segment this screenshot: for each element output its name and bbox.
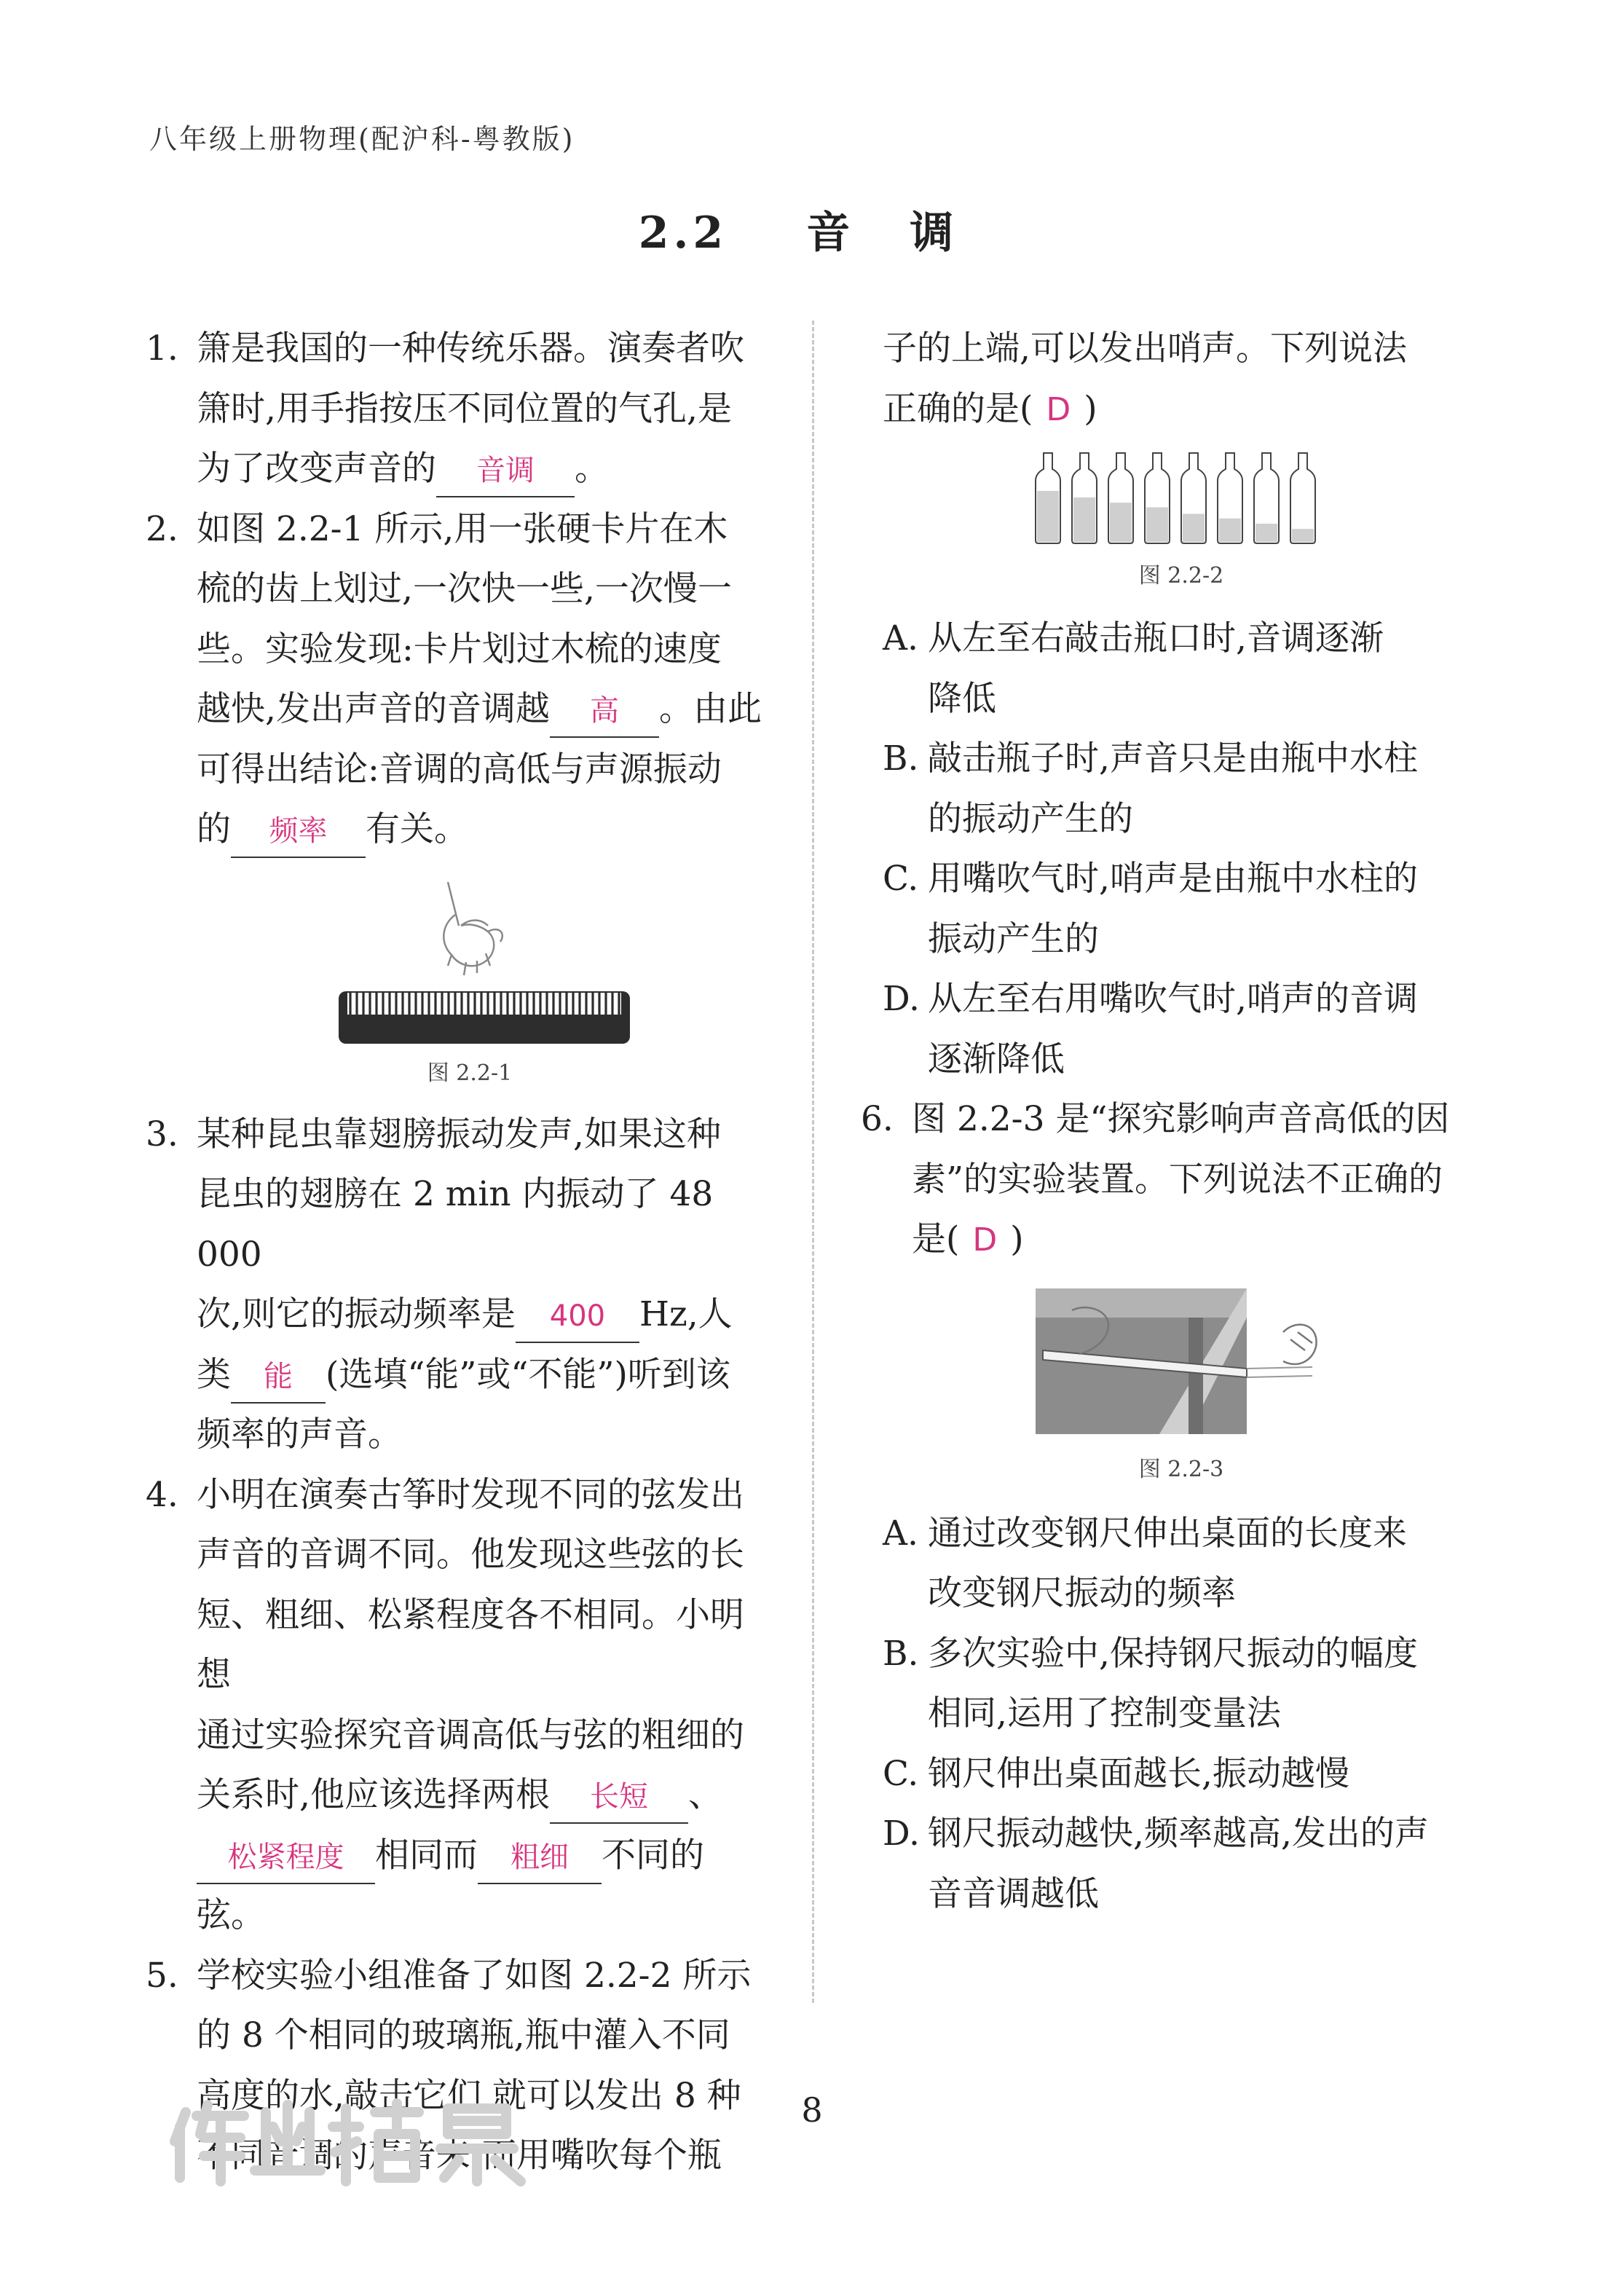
question-line [197, 1765, 772, 1826]
question-line [197, 680, 772, 740]
option-label: D. [883, 1814, 920, 1854]
option-text: 的振动产生的 [928, 798, 1133, 839]
option-label: D. [883, 979, 920, 1019]
figure-caption: 图 2.2-1 [427, 1060, 513, 1086]
text: 相同而 [375, 1835, 478, 1875]
option-text: 相同,运用了控制变量法 [928, 1693, 1281, 1733]
answer-choice[interactable]: D [972, 1221, 998, 1259]
question-line: 些。实验发现:卡片划过木梳的速度 [197, 629, 722, 669]
ruler-table-figure [1028, 1281, 1334, 1441]
option-c[interactable] [883, 1744, 1480, 1805]
question-number: 5. [146, 1955, 178, 1996]
question-line: 某种昆虫靠翅膀振动发声,如果这种 [197, 1114, 721, 1154]
text: 关系时,他应该选择两根 [197, 1775, 550, 1815]
option-text: 音音调越低 [928, 1873, 1099, 1914]
question-number: 3. [146, 1114, 178, 1154]
question-line: 声音的音调不同。他发现这些弦的长 [197, 1535, 744, 1575]
option-text: 钢尺伸出桌面越长,振动越慢 [928, 1753, 1349, 1794]
text: 越快,发出声音的音调越 [197, 689, 550, 729]
text: 。 [575, 449, 609, 489]
answer-blank[interactable]: 长短 [550, 1771, 688, 1824]
answer-blank[interactable]: 频率 [231, 806, 366, 858]
glass-bottle [1290, 453, 1315, 543]
question-line [197, 439, 772, 500]
hand-with-card-illustration [444, 882, 502, 975]
question-line: 的 8 个相同的玻璃瓶,瓶中灌入不同 [197, 2015, 730, 2055]
glass-bottle [1145, 453, 1170, 543]
option-d[interactable] [883, 1804, 1480, 1924]
option-text: 敲击瓶子时,声音只是由瓶中水柱 [928, 739, 1418, 779]
water-level [1110, 503, 1132, 542]
question-line: 不同音调的声音来;而用嘴吹每个瓶 [197, 2135, 722, 2176]
water-level [1256, 524, 1277, 542]
option-d[interactable] [883, 969, 1480, 1090]
comb-illustration [339, 991, 630, 1044]
question-line: 可得出结论:音调的高低与声源振动 [197, 749, 722, 790]
answer-blank[interactable]: 高 [550, 685, 659, 738]
text: 类 [197, 1354, 231, 1395]
option-text: 振动产生的 [928, 918, 1099, 959]
comb-figure [331, 875, 637, 1050]
text: ) [1010, 1219, 1024, 1259]
section-title-char-2: 调 [910, 208, 958, 259]
water-level [1183, 514, 1205, 543]
section-title [0, 198, 1624, 261]
left-column [146, 319, 772, 2186]
option-text: 通过改变钢尺伸出桌面的长度来 [928, 1513, 1407, 1554]
text: 。由此 [658, 689, 762, 729]
question-line: 梳的齿上划过,一次快一些,一次慢一 [197, 569, 732, 609]
question-number: 1. [146, 328, 178, 369]
option-c[interactable] [883, 849, 1480, 969]
page-number: 8 [801, 2090, 823, 2130]
text: Hz,人 [639, 1294, 733, 1334]
section-number: 2.2 [638, 208, 728, 259]
option-b[interactable] [883, 729, 1480, 849]
option-text: 用嘴吹气时,哨声是由瓶中水柱的 [928, 859, 1418, 899]
glass-bottle [1254, 453, 1279, 543]
text: 为了改变声音的 [197, 449, 436, 489]
question-line [197, 1285, 772, 1345]
option-text: 从左至右敲击瓶口时,音调逐渐 [928, 618, 1384, 658]
question-line: 箫时,用手指按压不同位置的气孔,是 [197, 388, 732, 429]
glass-bottle [1072, 453, 1097, 543]
question-2 [146, 500, 772, 1105]
glass-bottle [1218, 453, 1242, 543]
glass-bottle [1181, 453, 1206, 543]
figure-caption: 图 2.2-2 [1138, 563, 1224, 588]
question-line [197, 1345, 772, 1406]
option-text: 降低 [928, 678, 996, 719]
text: 、 [687, 1775, 722, 1815]
question-line: 高度的水,敲击它们,就可以发出 8 种 [197, 2075, 741, 2116]
option-b[interactable] [883, 1624, 1480, 1744]
bottles-figure [1028, 449, 1334, 551]
option-a[interactable] [883, 1504, 1480, 1624]
question-5-continued [883, 319, 1480, 440]
question-line: 短、粗细、松紧程度各不相同。小明想 [197, 1594, 744, 1695]
option-label: A. [883, 618, 918, 658]
figure-caption: 图 2.2-3 [1138, 1456, 1224, 1482]
text: ) [1084, 388, 1097, 429]
question-3 [146, 1105, 772, 1465]
column-divider [812, 320, 814, 2003]
question-line: 通过实验探究音调高低与弦的粗细的 [197, 1715, 744, 1755]
answer-blank[interactable]: 音调 [436, 445, 575, 497]
question-number: 2. [146, 508, 178, 549]
question-line: 箫是我国的一种传统乐器。演奏者吹 [197, 328, 744, 369]
answer-blank[interactable]: 粗细 [478, 1832, 602, 1884]
option-label: B. [883, 739, 919, 779]
text: 正确的是( [883, 388, 1033, 429]
question-line: 图 2.2-3 是“探究影响声音高低的因 [912, 1099, 1450, 1139]
question-1 [146, 319, 772, 500]
question-line [197, 800, 772, 860]
question-line: 子的上端,可以发出哨声。下列说法 [883, 328, 1407, 369]
question-line: 学校实验小组准备了如图 2.2-2 所示 [197, 1955, 752, 1996]
option-a[interactable] [883, 609, 1480, 729]
option-text: 逐渐降低 [928, 1039, 1065, 1079]
question-line: 昆虫的翅膀在 2 min 内振动了 48 000 [197, 1174, 714, 1275]
text: 是( [912, 1219, 960, 1259]
running-head: 八年级上册物理(配沪科-粤教版) [149, 123, 575, 155]
water-level [1219, 519, 1241, 542]
question-6 [861, 1090, 1480, 1271]
answer-blank[interactable]: 能 [231, 1351, 326, 1404]
question-line: 频率的声音。 [197, 1414, 402, 1454]
option-label: C. [883, 1753, 919, 1794]
section-title-char-1: 音 [806, 208, 855, 259]
question-4 [146, 1465, 772, 1946]
water-level [1292, 529, 1314, 542]
question-number: 6. [861, 1099, 894, 1139]
answer-blank[interactable]: 400 [516, 1291, 639, 1343]
question-line: 小明在演奏古筝时发现不同的弦发出 [197, 1474, 744, 1515]
question-line: 素”的实验装置。下列说法不正确的 [912, 1159, 1443, 1200]
text: 有关。 [366, 809, 468, 849]
option-text: 改变钢尺振动的频率 [928, 1573, 1236, 1613]
text: 不同的弦。 [197, 1835, 704, 1935]
question-line: 如图 2.2-1 所示,用一张硬卡片在木 [197, 508, 728, 549]
option-label: B. [883, 1633, 919, 1674]
right-column [861, 319, 1480, 1924]
question-line [197, 1826, 772, 1946]
glass-bottle [1108, 453, 1133, 543]
option-label: C. [883, 859, 919, 899]
answer-choice[interactable]: D [1046, 390, 1071, 428]
option-text: 钢尺振动越快,频率越高,发出的声 [928, 1814, 1429, 1854]
option-text: 多次实验中,保持钢尺振动的幅度 [928, 1633, 1418, 1674]
text: 次,则它的振动频率是 [197, 1294, 516, 1334]
answer-blank[interactable]: 松紧程度 [197, 1832, 375, 1884]
water-level [1073, 497, 1095, 542]
glass-bottle [1036, 453, 1060, 543]
text: (选填“能”或“不能”)听到该 [326, 1354, 730, 1395]
question-line [912, 1210, 1480, 1271]
question-number: 4. [146, 1474, 178, 1515]
option-text: 从左至右用嘴吹气时,哨声的音调 [928, 979, 1418, 1019]
text: 的 [197, 809, 231, 849]
water-level [1146, 508, 1168, 543]
question-line [883, 379, 1480, 441]
option-label: A. [883, 1513, 918, 1554]
water-level [1037, 491, 1059, 542]
